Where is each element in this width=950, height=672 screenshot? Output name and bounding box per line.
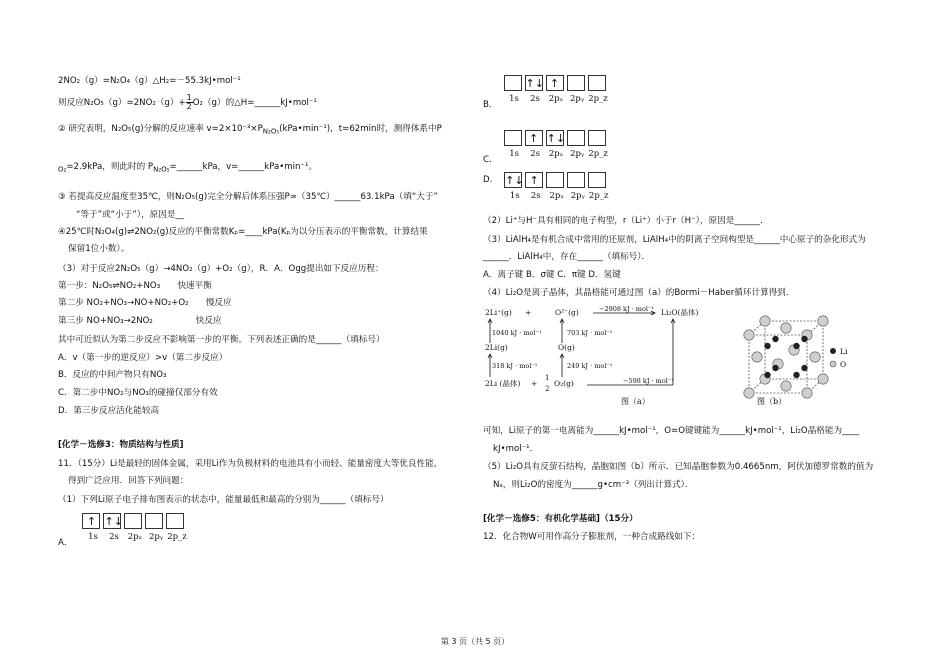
page-footer: 第 3 页（共 5 页） <box>440 637 510 646</box>
orbital-label: 2pᵧ <box>570 149 585 159</box>
li-legend-icon <box>830 348 836 354</box>
li-atom <box>772 365 778 371</box>
figure-label: 249 kJ · mol⁻¹ <box>567 362 613 370</box>
figure-label: 1040 kJ · mol⁻¹ <box>492 329 542 337</box>
legend-o: O <box>840 360 847 369</box>
li-atom <box>793 372 799 378</box>
li-atom <box>764 372 770 378</box>
li-atom <box>764 343 770 349</box>
text-line: ④25℃时N₂O₄(g)⇌2NO₂(g)反应的平衡常数Kₚ=____kPa(Kₚ为以分压表示的平衡常数，计算结果 <box>58 227 428 237</box>
orbital-label: 2p_z <box>167 532 187 542</box>
orbital-label: 2p_z <box>588 94 608 104</box>
text-line: （3）对于反应2N₂O₅（g）→4NO₂（g）+O₂（g），R．A．Ogg提出如下反应历程： <box>58 264 384 274</box>
option-label: B． <box>483 100 498 110</box>
orbital-label: 2p_z <box>588 191 609 201</box>
orbital-box <box>145 513 163 529</box>
orbital-label: 2s <box>530 94 540 104</box>
text-line: 保留1位小数）。 <box>68 244 130 254</box>
text-line: 第一步：N₂O₅⇌NO₂+NO₃ 快速平衡 <box>58 281 212 291</box>
orbital-label: 2pᵧ <box>570 191 585 201</box>
orbital-boxes <box>504 75 609 91</box>
option-label: A． <box>58 538 73 548</box>
orbital-label: 2s <box>109 532 119 542</box>
orbital-diagram <box>504 130 609 160</box>
orbital-boxes <box>82 513 187 529</box>
figure-label: 703 kJ · mol⁻¹ <box>567 329 613 337</box>
orbital-label: 1s <box>88 532 98 542</box>
text-line: “等于”或“小于”），原因是__ <box>76 210 185 220</box>
orbital-labels <box>504 190 609 202</box>
orbital-labels <box>504 148 609 160</box>
text-line <box>58 94 317 111</box>
fraction-denominator: 2 <box>186 102 192 111</box>
orbital-diagram <box>82 513 187 543</box>
text-span: 则反应N₂O₅（g）=2NO₂（g）+ <box>58 98 186 108</box>
li-atom <box>801 365 807 371</box>
figure-label: O₂(g) <box>554 379 574 388</box>
orbital-label: 2s <box>530 191 541 201</box>
li-atom <box>801 336 807 342</box>
text-line: 2NO₂（g）=N₂O₄（g）△H₂=－55.3kJ•mol⁻¹ <box>58 76 241 86</box>
orbital-labels <box>504 93 609 105</box>
orbital-box <box>166 513 184 529</box>
orbital-label: 2pₓ <box>548 149 564 159</box>
orbital-box <box>588 130 606 146</box>
orbital-label: 2pᵧ <box>148 532 164 542</box>
question-11: 11．（15分）Li是最轻的固体金属，采用Li作为负极材料的电池具有小而轻、能量密度大等优良性能， <box>58 459 443 469</box>
orbital-label: 2pₓ <box>549 191 564 201</box>
question-12: 12．化合物W可用作高分子膨胀剂，一种合成路线如下： <box>483 532 701 542</box>
text-span: =______kPa，v=______kPa•min⁻¹。 <box>169 162 318 172</box>
figure-label: −598 kJ · mol⁻¹ <box>623 377 674 385</box>
orbital-box <box>124 513 142 529</box>
text-line: 其中可近似认为第二步反应不影响第一步的平衡。下列表述正确的是______（填标号） <box>58 335 385 345</box>
orbital-option-d <box>483 172 609 202</box>
orbital-label: 2pₓ <box>127 532 143 542</box>
orbital-option-a <box>58 513 187 549</box>
orbital-box <box>546 172 564 188</box>
subscript: N₂O₅ <box>262 127 280 136</box>
figure-label: + <box>525 308 532 317</box>
orbital-box <box>588 75 606 91</box>
orbital-labels <box>82 531 187 543</box>
option-label: D． <box>483 175 499 185</box>
o-atom <box>781 323 791 333</box>
orbital-option-c <box>483 130 609 166</box>
text-line: ③ 若提高反应温度至35℃，则N₂O₅(g)完全分解后体系压强P∞（35℃）______63.1kPa（填“大于” <box>58 192 438 202</box>
subscript: N₂O₅ <box>153 165 170 174</box>
figure-label: 2Li⁺(g) <box>485 308 512 317</box>
o-atom <box>744 330 754 340</box>
figure-label: Li₂O(晶体) <box>661 308 699 317</box>
orbital-label: 1s <box>509 149 519 159</box>
orbital-box <box>567 75 585 91</box>
orbital-box: ↑ <box>525 130 543 146</box>
text-span: O₂（g）的△H=______kJ•mol⁻¹ <box>192 98 317 108</box>
orbital-label: 2pₓ <box>548 94 564 104</box>
question-11-2: （2）Li⁺与H⁻具有相同的电子构型，r（Li⁺）小于r（H⁻），原因是______． <box>483 216 769 226</box>
text-span: =2.9kPa，则此时的 P <box>66 162 154 172</box>
orbital-box <box>504 130 522 146</box>
figure-label: 318 kJ · mol⁻¹ <box>492 362 538 370</box>
orbital-label: 1s <box>509 191 520 201</box>
o-atom <box>781 381 791 391</box>
question-11-4: （4）Li₂O是离子晶体，其晶格能可通过图（a）的Bormi－Haber循环计算得到． <box>483 288 795 298</box>
o-atom <box>744 388 754 398</box>
question-11-5: （5）Li₂O具有反萤石结构，晶胞如图（b）所示．已知晶胞参数为0.4665nm，阿伏加德罗常数的值为 <box>483 462 874 472</box>
o-atom <box>760 316 770 326</box>
legend-li: Li <box>840 347 848 356</box>
figure-label: −2908 kJ · mol⁻¹ <box>599 305 654 313</box>
text-line: ______．LiAlH₄中，存在______（填标号）． <box>483 252 651 262</box>
o-legend-icon <box>830 361 836 367</box>
text-line: kJ•mol⁻¹． <box>493 444 539 454</box>
figure-label: 2Li(g) <box>485 343 508 352</box>
text-line <box>58 161 317 176</box>
option-a: A．v（第一步的逆反应）>v（第二步反应） <box>58 353 228 363</box>
option-c: C．第二步中NO₂与NO₃的碰撞仅部分有效 <box>58 388 218 398</box>
orbital-box <box>567 172 585 188</box>
figure-caption: 图（b） <box>757 397 787 406</box>
orbital-box <box>588 172 606 188</box>
orbital-box: ↑↓ <box>525 77 544 90</box>
o-atom <box>802 388 812 398</box>
orbital-label: 2p_z <box>588 149 608 159</box>
figure-label: 2 <box>545 385 550 393</box>
figure-label: + <box>531 379 538 388</box>
orbital-box <box>504 75 522 91</box>
li-atom <box>772 336 778 342</box>
fraction-numerator: 1 <box>186 93 192 102</box>
text-line: 第二步 NO₂+NO₃→NO+NO₂+O₂ 慢反应 <box>58 298 232 308</box>
orbital-label: 1s <box>509 94 519 104</box>
option-b: B．反应的中间产物只有NO₃ <box>58 370 167 380</box>
figure-label: O(g) <box>558 343 575 352</box>
o-atom <box>818 374 828 384</box>
figure-caption: 图（a） <box>621 397 650 406</box>
orbital-box: ↑↓ <box>546 132 566 145</box>
section-heading: [化学－选修3：物质结构与性质] <box>58 440 184 450</box>
section-heading: [化学－选修5：有机化学基础]（15分） <box>483 514 638 524</box>
unit-cell-figure <box>731 303 861 408</box>
question-11-3: （3）LiAlH₄是有机合成中常用的还原剂，LiAlH₄中的阴离子空间构型是______中心原子的杂化形式为 <box>483 235 866 245</box>
orbital-box: ↑ <box>525 172 543 188</box>
text-span: (kPa•min⁻¹)，t=62min时，测得体系中P <box>279 124 442 134</box>
text-span: ② 研究表明，N₂O₅(g)分解的反应速率 v=2×10⁻³×P <box>58 124 263 134</box>
o-atom <box>752 352 762 362</box>
text-line: 可知，Li原子的第一电离能为______kJ•mol⁻¹，O=O键键能为______kJ•mol⁻¹，Li₂O晶格能为____ <box>483 426 860 436</box>
orbital-box: ↑↓ <box>505 174 524 187</box>
orbital-label: 2pᵧ <box>569 94 585 104</box>
option-d: D．第三步反应活化能较高 <box>58 406 160 416</box>
orbital-box <box>567 130 585 146</box>
figure-label: 2Li (晶体) <box>485 379 521 388</box>
orbital-diagram <box>504 75 609 105</box>
orbital-boxes <box>504 172 609 188</box>
orbital-box: ↑ <box>546 75 564 91</box>
subscript: O₂ <box>58 165 67 174</box>
o-atom <box>818 316 828 326</box>
o-atom <box>810 352 820 362</box>
figure-label: 1 <box>545 374 550 382</box>
question-11-1: （1）下列Li原子电子排布图表示的状态中，能量最低和最高的分别为______（填标号） <box>58 495 389 505</box>
li-atom <box>793 343 799 349</box>
orbital-option-b <box>483 75 609 111</box>
orbital-label: 2s <box>530 149 540 159</box>
orbital-box: ↑ <box>82 513 100 529</box>
orbital-boxes <box>504 130 609 146</box>
choice-list: A．离子键 B．σ键 C．π键 D．氢键 <box>483 270 621 280</box>
text-line: 第三步 NO+NO₃→2NO₂ 快反应 <box>58 316 222 326</box>
text-line: Nₐ，则Li₂O的密度为______g•cm⁻³（列出计算式）． <box>493 480 694 490</box>
orbital-box: ↑↓ <box>104 515 123 528</box>
text-line: 得到广泛应用．回答下列问题： <box>68 476 189 486</box>
born-haber-cycle-figure <box>483 303 713 408</box>
figure-label: O²⁻(g) <box>555 308 579 317</box>
fraction <box>186 94 193 111</box>
text-line <box>58 123 442 138</box>
orbital-diagram <box>504 172 609 202</box>
option-label: C． <box>483 155 498 165</box>
